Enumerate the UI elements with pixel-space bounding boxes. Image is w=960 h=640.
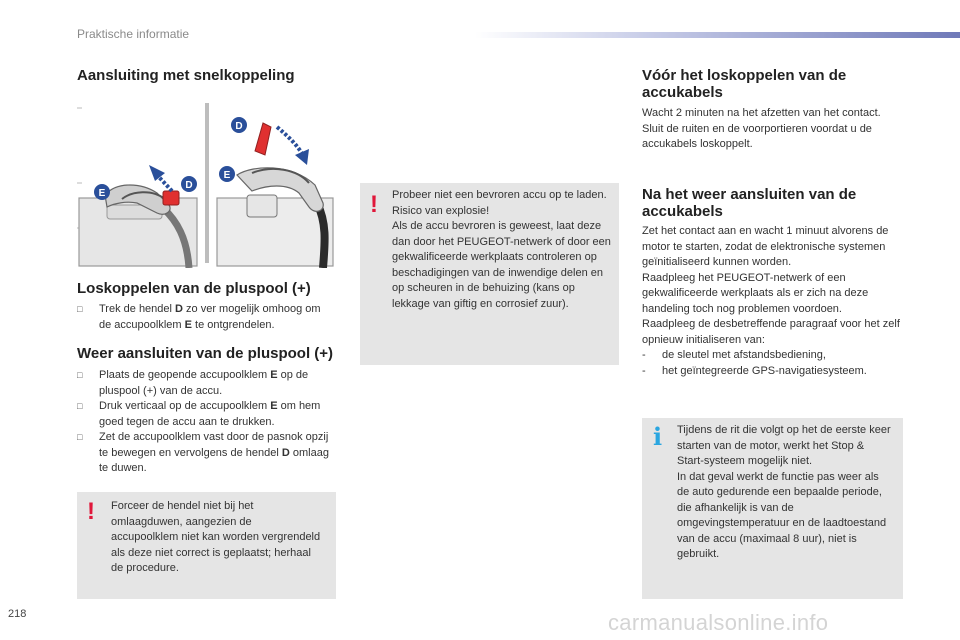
warning-icon: ! <box>370 191 378 218</box>
before-disconnect-text: Wacht 2 minuten na het afzetten van het contact. Sluit de ruiten en de voorportieren voordat u de accukabels loskoppelt. <box>642 107 881 150</box>
middle-warning-box <box>360 183 619 365</box>
info-text: Tijdens de rit die volgt op het de eerste keer starten van de motor, werkt het Stop & Start-systeem mogelijk niet. In dat geval werkt de functie pas weer als de auto gedurende een bepaalde periode, die afhankelijk is van de omgevingstemperatuur en de laadtoestand van de accu (maximaal 8 uur), niet is gebruikt. <box>677 424 891 560</box>
quick-connect-heading: Aansluiting met snelkoppeling <box>77 67 295 84</box>
info-box <box>642 418 903 599</box>
clamp-illustration <box>77 103 335 268</box>
left-warning-text: Forceer de hendel niet bij het omlaagduwen, aangezien de accupoolklem niet kan worden vergrendeld als deze niet correct is geplaatst; herhaal de procedure. <box>111 500 321 574</box>
step-text: Druk verticaal op de accupoolklem E om hem goed tegen de accu aan te drukken. <box>99 400 321 428</box>
step-text: Zet de accupoolklem vast door de pasnok opzij te bewegen en vervolgens de hendel D omlaag te duwen. <box>99 431 329 474</box>
running-header: Praktische informatie <box>77 27 190 41</box>
label-e-left: E <box>98 188 106 199</box>
after-reconnect-text: Zet het contact aan en wacht 1 minuut alvorens de motor te starten, zodat de elektronische systemen geïnitialiseerd kunnen worden. Raadpleeg het PEUGEOT-netwerk of een gekwalificeerde werkplaats als er zich na deze handeling toch nog problemen voordoen. Raadpleeg de desbetreffende paragraaf voor het zelf opnieuw initialiseren van: <box>642 225 900 346</box>
checkbox-marker-icon: □ <box>77 432 83 442</box>
step-text: Plaats de geopende accupoolklem E op de pluspool (+) van de accu. <box>99 369 309 397</box>
reconnect-steps <box>77 368 335 477</box>
dash-marker: - <box>642 349 646 361</box>
page-number: 218 <box>8 608 27 620</box>
left-warning-box <box>77 492 336 599</box>
reconnect-heading: Weer aansluiten van de pluspool (+) <box>77 345 334 362</box>
checkbox-marker-icon: □ <box>77 370 83 380</box>
reconnect-step <box>77 368 335 399</box>
reconnect-step <box>77 399 335 430</box>
reconnect-step <box>77 430 335 477</box>
disconnect-step <box>77 302 335 333</box>
checkbox-marker-icon: □ <box>77 304 83 314</box>
info-icon: i <box>653 422 663 451</box>
watermark: carmanualsonline.info <box>608 610 829 635</box>
label-d-right: D <box>235 121 243 132</box>
warning-icon: ! <box>87 498 95 525</box>
after-reconnect-item <box>642 348 904 364</box>
battery-clamp-figure <box>77 103 335 268</box>
middle-warning-text: Probeer niet een bevroren accu op te laden. Risico van explosie! Als de accu bevroren is geweest, laat deze dan door het PEUGEOT-netwerk of door een gekwalificeerde werkplaats controleren op beschadigingen van de inwendige delen en op scheuren in de behuizing (kans op lekkage van giftig en corrosief zuur). <box>392 189 611 310</box>
before-disconnect-heading: Vóór het loskoppelen van de accukabels <box>642 67 847 101</box>
disconnect-heading: Loskoppelen van de pluspool (+) <box>77 280 311 297</box>
step-text: Trek de hendel D zo ver mogelijk omhoog om de accupoolklem E te ontgrendelen. <box>99 303 321 331</box>
item-text: de sleutel met afstandsbediening, <box>662 349 826 361</box>
label-d-left: D <box>185 180 193 191</box>
checkbox-marker-icon: □ <box>77 401 83 411</box>
dash-marker: - <box>642 364 646 377</box>
item-text: het geïntegreerde GPS-navigatiesysteem. <box>662 364 867 377</box>
after-reconnect-heading: Na het weer aansluiten van de accukabels <box>642 186 857 220</box>
after-reconnect-body <box>642 224 904 379</box>
header-rule <box>475 32 960 38</box>
label-e-right: E <box>223 170 231 181</box>
disconnect-steps <box>77 302 335 333</box>
after-reconnect-item <box>642 364 904 380</box>
